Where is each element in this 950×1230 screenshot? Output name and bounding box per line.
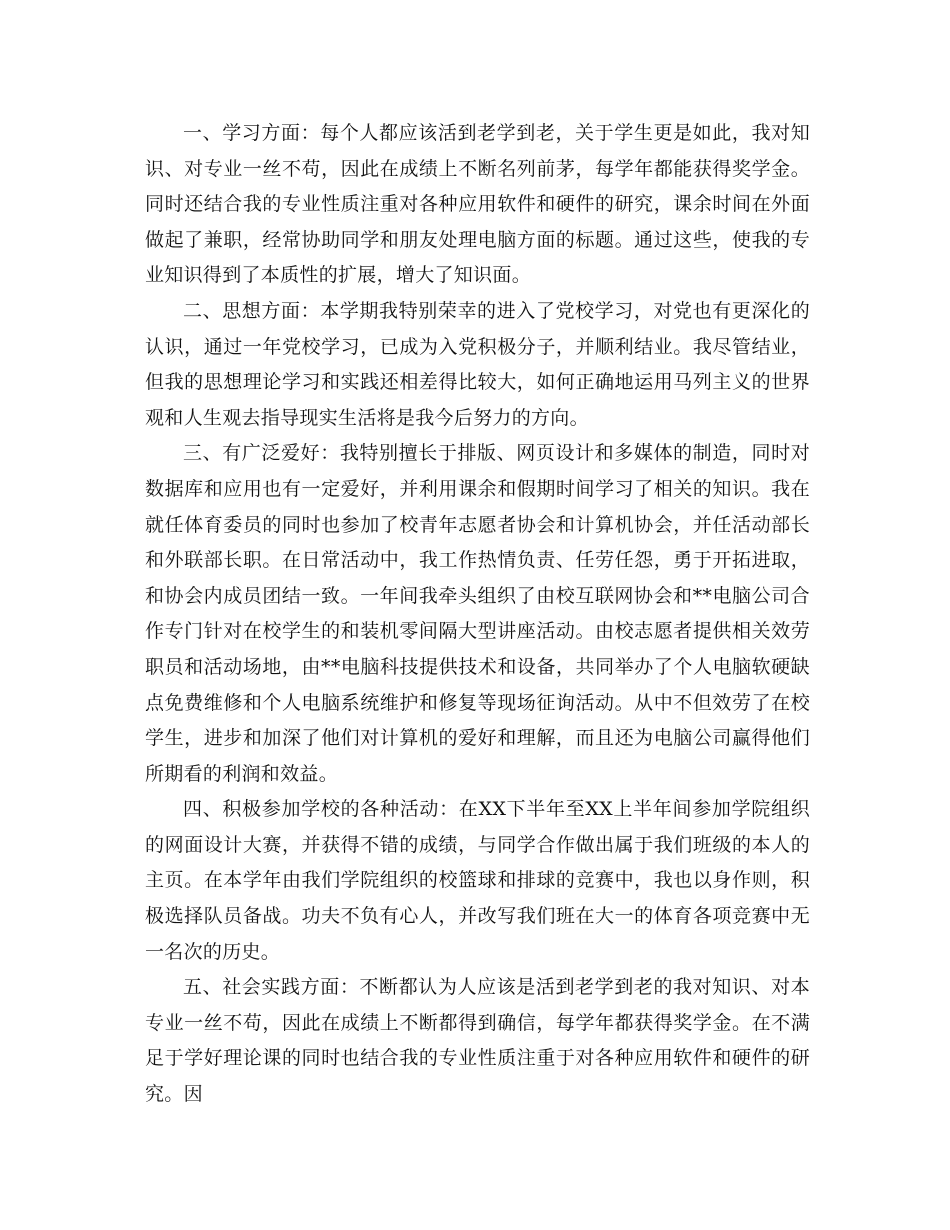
- paragraph-social-practice: 五、社会实践方面：不断都认为人应该是活到老学到老的我对知识、对本专业一丝不苟，因此在成绩上不断都得到确信，每学年都获得奖学金。在不满足于学好理论课的同时也结合我的专业性质注重于对各种应用软件和硬件的研究。因: [145, 976, 810, 1106]
- paragraph-activities: 四、积极参加学校的各种活动：在XX下半年至XX上半年间参加学院组织的网面设计大赛，并获得不错的成绩，与同学合作做出属于我们班级的本人的主页。在本学年由我们学院组织的校篮球和排球的竞赛中，我也以身作则，积极选择队员备战。功夫不负有心人，并改写我们班在大一的体育各项竞赛中无一名次的历史。: [145, 798, 810, 963]
- paragraph-hobbies: 三、有广泛爱好：我特别擅长于排版、网页设计和多媒体的制造，同时对数据库和应用也有一定爱好，并利用课余和假期时间学习了相关的知识。我在就任体育委员的同时也参加了校青年志愿者协会和计算机协会，并任活动部长和外联部长职。在日常活动中，我工作热情负责、任劳任怨，勇于开拓进取，和协会内成员团结一致。一年间我牵头组织了由校互联网协会和**电脑公司合作专门针对在校学生的和装机零间隔大型讲座活动。由校志愿者提供相关效劳职员和活动场地，由**电脑科技提供技术和设备，共同举办了个人电脑软硬缺点免费维修和个人电脑系统维护和修复等现场征询活动。从中不但效劳了在校学生，进步和加深了他们对计算机的爱好和理解，而且还为电脑公司赢得他们所期看的利润和效益。: [145, 442, 810, 785]
- paragraph-thought: 二、思想方面：本学期我特别荣幸的进入了党校学习，对党也有更深化的认识，通过一年党校学习，已成为入党积极分子，并顺利结业。我尽管结业，但我的思想理论学习和实践还相差得比较大，如何正确地运用马列主义的世界观和人生观去指导现实生活将是我今后努力的方向。: [145, 299, 810, 429]
- document-body: [145, 116, 810, 1113]
- paragraph-study: 一、学习方面：每个人都应该活到老学到老，关于学生更是如此，我对知识、对专业一丝不苟，因此在成绩上不断名列前茅，每学年都能获得奖学金。同时还结合我的专业性质注重对各种应用软件和硬件的研究，课余时间在外面做起了兼职，经常协助同学和朋友处理电脑方面的标题。通过这些，使我的专业知识得到了本质性的扩展，增大了知识面。: [145, 122, 810, 287]
